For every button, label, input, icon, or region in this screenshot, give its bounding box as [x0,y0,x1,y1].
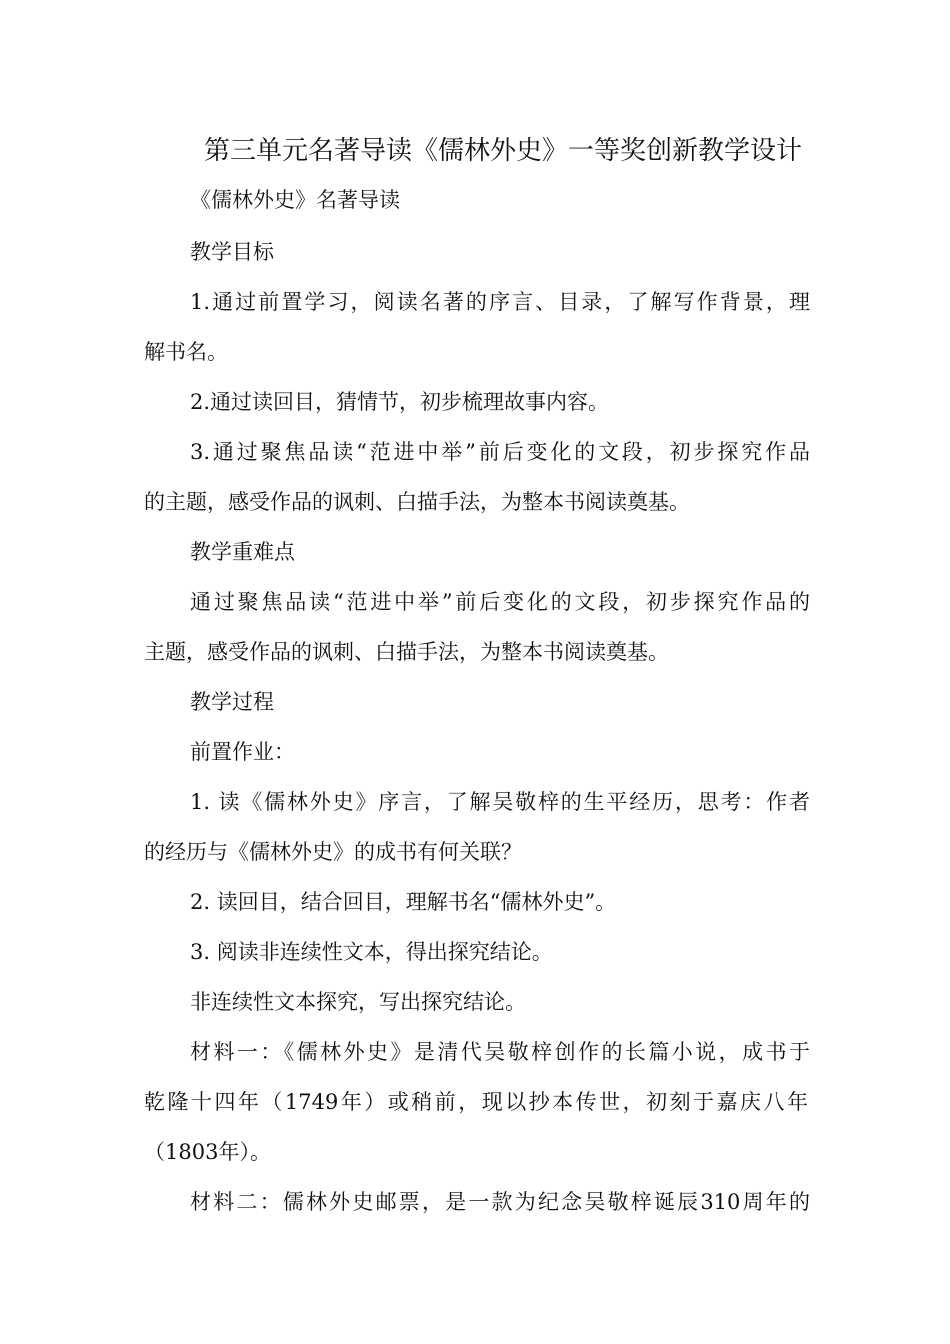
section-heading-objectives: 教学目标 [190,240,274,264]
objective-3-line-2: 的主题，感受作品的讽刺、白描手法，为整本书阅读奠基。 [144,490,690,514]
objective-1-line-2: 解书名。 [144,340,228,364]
key-points-line-2: 主题，感受作品的讽刺、白描手法，为整本书阅读奠基。 [144,640,669,664]
inquiry-instruction: 非连续性文本探究，写出探究结论。 [190,990,526,1014]
section-heading-process: 教学过程 [190,690,274,714]
section-heading-key-points: 教学重难点 [190,540,295,564]
material-2-line-1: 材料二：儒林外史邮票，是一款为纪念吴敬梓诞辰310周年的 [190,1190,810,1214]
subtitle-line: 《儒林外史》名著导读 [190,188,400,212]
objective-3-line-1: 3.通过聚焦品读“范进中举”前后变化的文段，初步探究作品 [190,440,810,464]
assignment-3: 3. 阅读非连续性文本，得出探究结论。 [190,940,553,964]
pre-assignment-heading: 前置作业： [190,740,295,764]
material-1-line-3: （1803年）。 [144,1140,271,1164]
material-1-line-1: 材料一：《儒林外史》是清代吴敬梓创作的长篇小说，成书于 [190,1040,810,1064]
assignment-1-line-1: 1. 读《儒林外史》序言，了解吴敬梓的生平经历，思考：作者 [190,790,810,814]
objective-2: 2.通过读回目，猜情节，初步梳理故事内容。 [190,390,610,414]
assignment-1-line-2: 的经历与《儒林外史》的成书有何关联？ [144,840,522,864]
assignment-2: 2. 读回目，结合回目，理解书名“儒林外史”。 [190,890,617,914]
material-1-line-2: 乾隆十四年（1749年）或稍前，现以抄本传世，初刻于嘉庆八年 [144,1090,808,1114]
document-title: 第三单元名著导读《儒林外史》一等奖创新教学设计 [203,136,802,166]
key-points-line-1: 通过聚焦品读“范进中举”前后变化的文段，初步探究作品的 [190,590,810,614]
objective-1-line-1: 1.通过前置学习，阅读名著的序言、目录，了解写作背景，理 [190,290,810,314]
